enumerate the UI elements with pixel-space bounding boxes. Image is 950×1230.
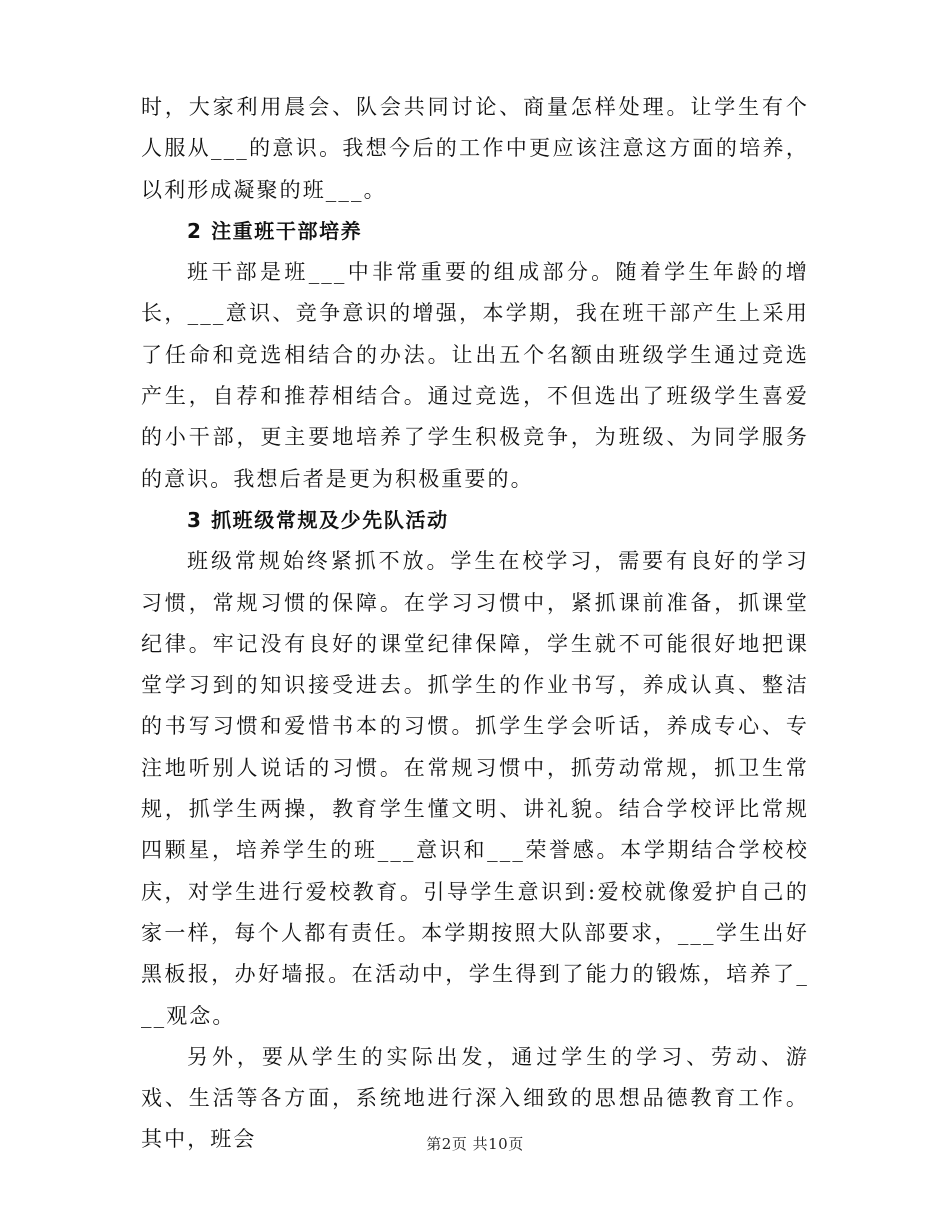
page-number-footer: 第2页 共10页 <box>426 1135 524 1153</box>
section-heading-2: 2 注重班干部培养 <box>187 218 363 243</box>
document-body <box>141 87 809 1161</box>
paragraph-3: 班级常规始终紧抓不放。学生在校学习，需要有良好的学习习惯，常规习惯的保障。在学习习惯中，紧抓课前准备，抓课堂纪律。牢记没有良好的课堂纪律保障，学生就不可能很好地把课堂学习到的知识接受进去。抓学生的作业书写，养成认真、整洁的书写习惯和爱惜书本的习惯。抓学生学会听话，养成专心、专注地听别人说话的习惯。在常规习惯中，抓劳动常规，抓卫生常规，抓学生两操，教育学生懂文明、讲礼貌。结合学校评比常规四颗星，培养学生的班___意识和___荣誉感。本学期结合学校校庆，对学生进行爱校教育。引导学生意识到:爱校就像爱护自己的家一样，每个人都有责任。本学期按照大队部要求，___学生出好黑板报，办好墙报。在活动中，学生得到了能力的锻炼，培养了___观念。 <box>141 549 809 1028</box>
paragraph-1: 时，大家利用晨会、队会共同讨论、商量怎样处理。让学生有个人服从___的意识。我想今后的工作中更应该注意这方面的培养，以利形成凝聚的班___。 <box>141 95 809 202</box>
section-heading-3: 3 抓班级常规及少先队活动 <box>187 507 449 532</box>
paragraph-2: 班干部是班___中非常重要的组成部分。随着学生年龄的增长，___意识、竞争意识的增强，本学期，我在班干部产生上采用了任命和竞选相结合的办法。让出五个名额由班级学生通过竞选产生，自荐和推荐相结合。通过竞选，不但选出了班级学生喜爱的小干部，更主要地培养了学生积极竞争，为班级、为同学服务的意识。我想后者是更为积极重要的。 <box>141 260 809 491</box>
paragraph-4: 另外，要从学生的实际出发，通过学生的学习、劳动、游戏、生活等各方面，系统地进行深入细致的思想品德教育工作。其中，班会 <box>141 1044 809 1152</box>
